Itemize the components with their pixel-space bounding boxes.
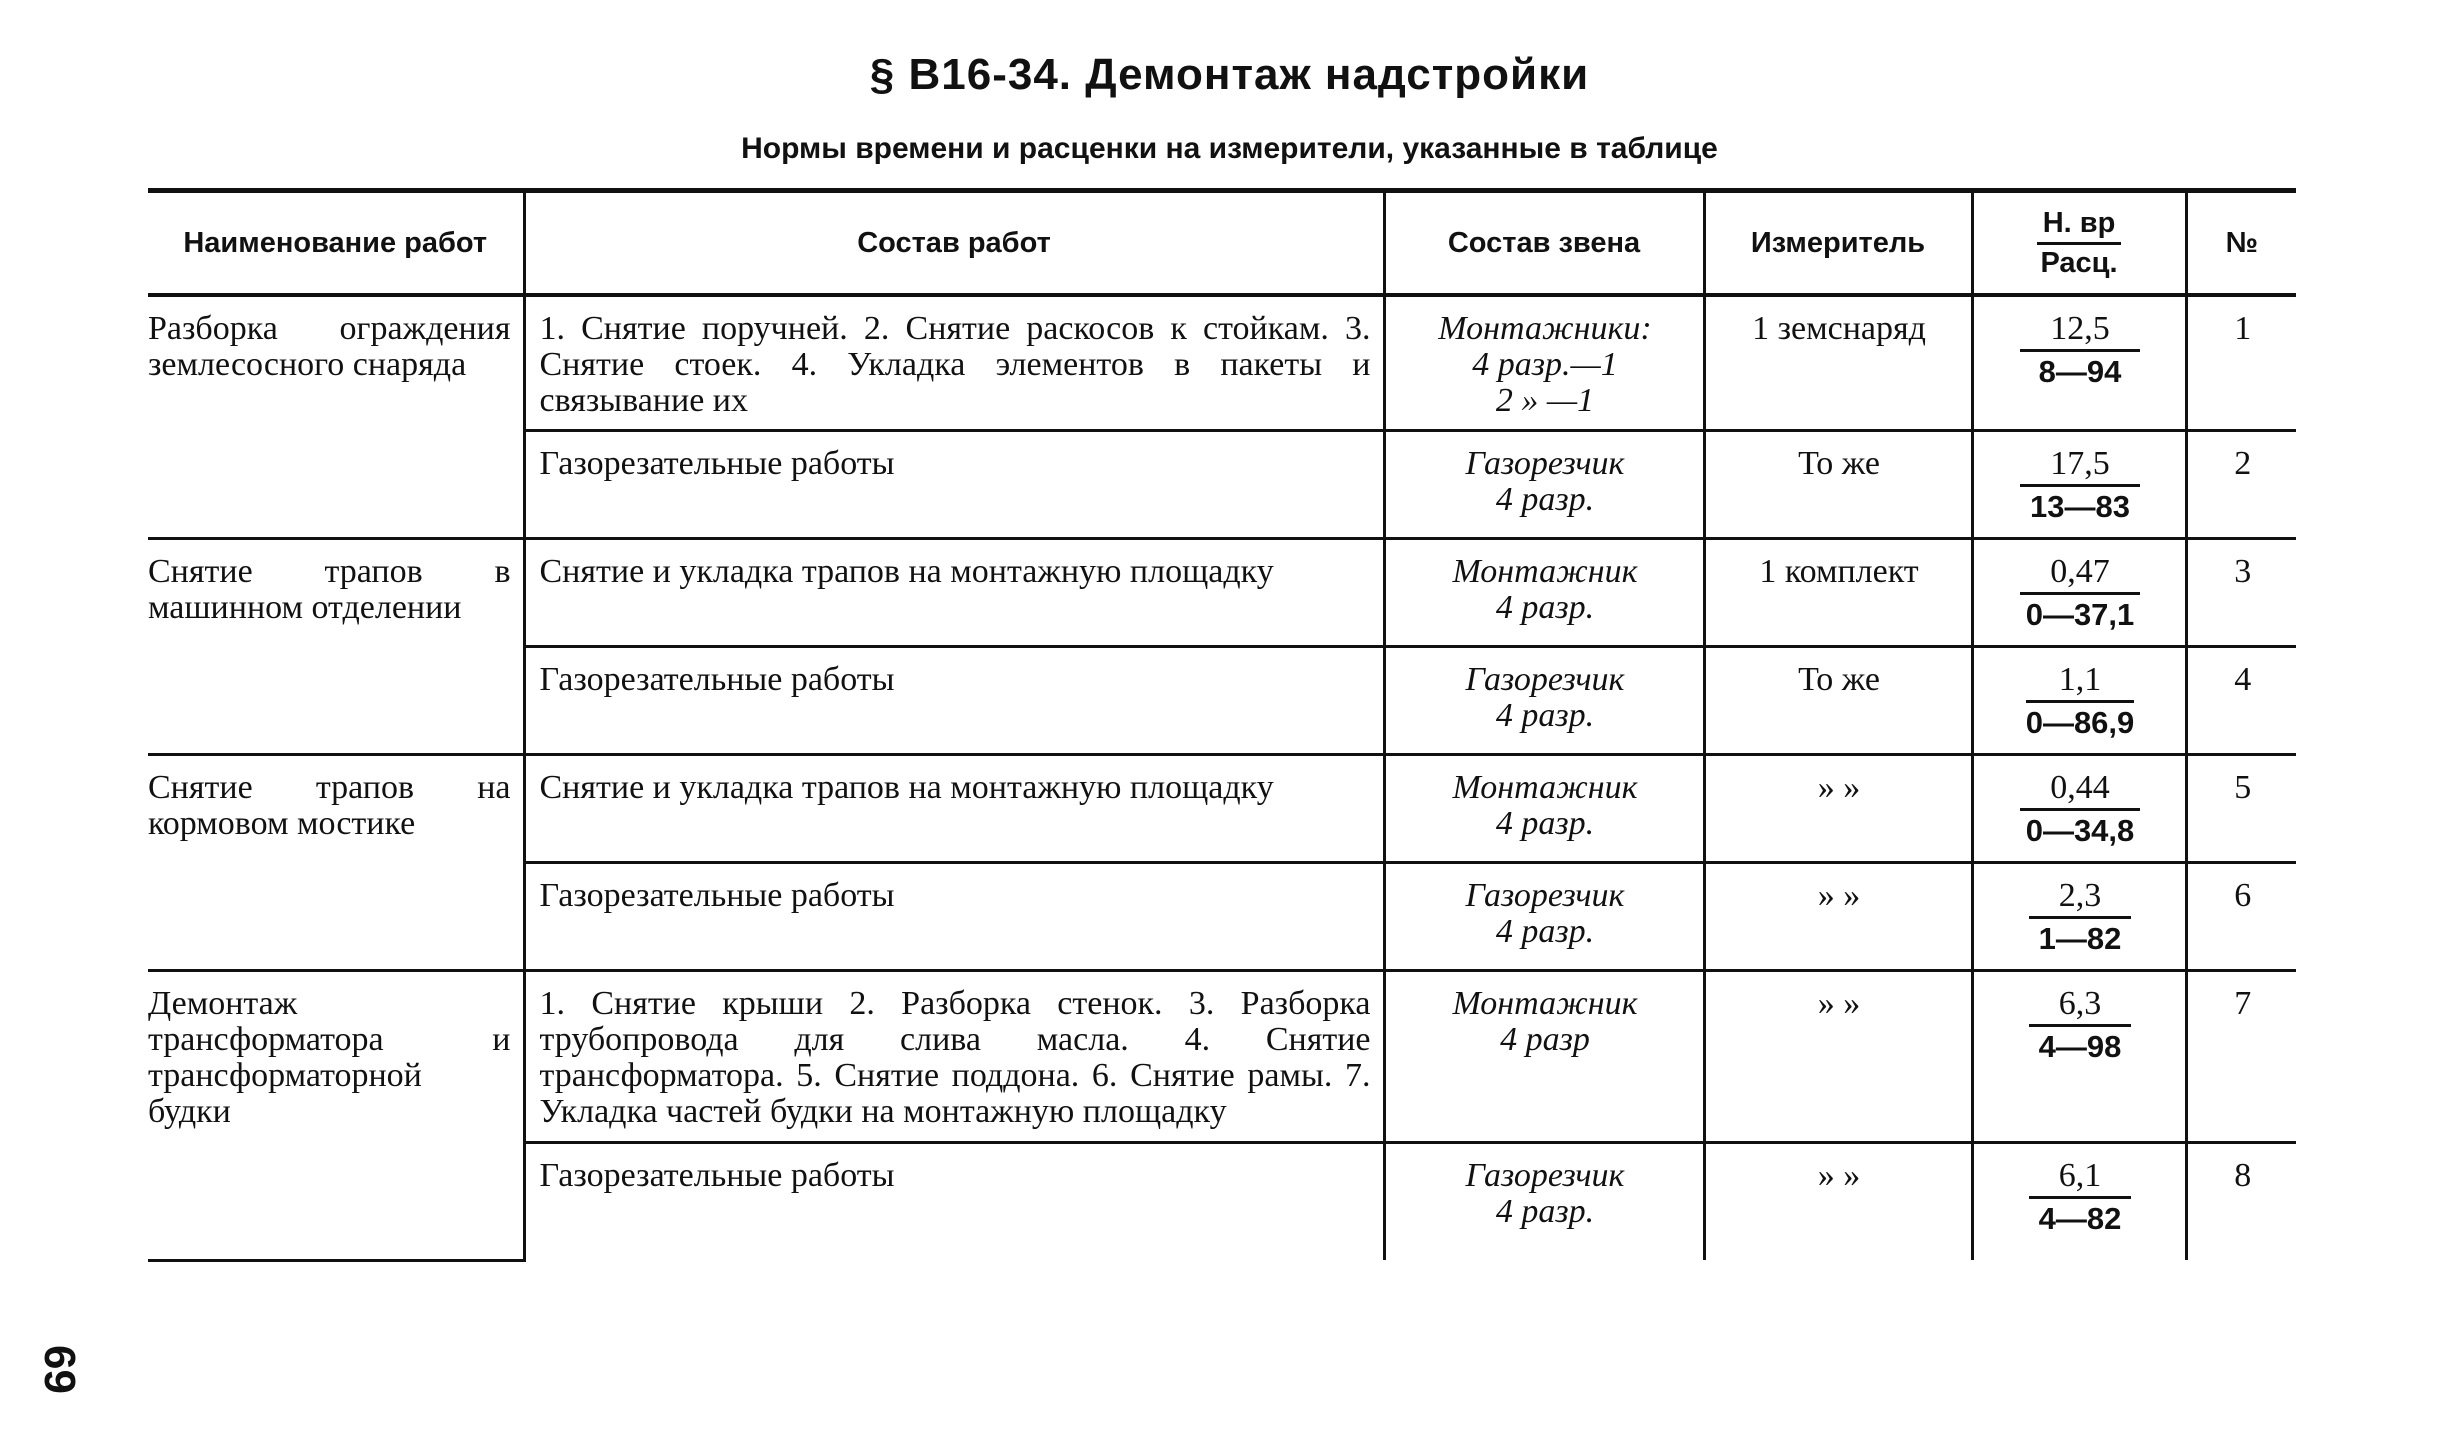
time-norm: 0,44	[2020, 770, 2140, 811]
unit-measure: 1 земснаряд	[1704, 295, 1972, 430]
work-composition: Газорезательные работы	[524, 1142, 1384, 1260]
rate-cell	[1972, 538, 2186, 646]
price: 0—37,1	[2025, 596, 2135, 632]
work-name: Снятие трапов на кормовом мостике	[148, 754, 524, 970]
crew-composition: Газорезчик 4 разр.	[1384, 646, 1704, 754]
row-number: 6	[2186, 862, 2296, 970]
price: 4—98	[2038, 1028, 2122, 1064]
header-name: Наименование работ	[148, 191, 524, 296]
row-number: 7	[2186, 970, 2296, 1142]
row-number: 5	[2186, 754, 2296, 862]
work-composition: Газорезательные работы	[524, 646, 1384, 754]
price: 4—82	[2038, 1200, 2122, 1236]
unit-measure: » »	[1704, 754, 1972, 862]
work-composition: 1. Снятие крыши 2. Разборка стенок. 3. Разборка трубопровода для слива масла. 4. Снятие трансформатора. 5. Снятие поддона. 6. Снятие рамы. 7. Укладка частей будки на монтажную площадку	[524, 970, 1384, 1142]
crew-composition: Газорезчик 4 разр.	[1384, 862, 1704, 970]
price: 13—83	[2030, 488, 2130, 524]
work-name: Демонтаж трансформатора и трансформаторной будки	[148, 970, 524, 1260]
rate-cell	[1972, 1142, 2186, 1260]
unit-measure: » »	[1704, 970, 1972, 1142]
work-name: Разборка ограждения землесосного снаряда	[148, 295, 524, 538]
row-number: 8	[2186, 1142, 2296, 1260]
work-composition: 1. Снятие поручней. 2. Снятие раскосов к стойкам. 3. Снятие стоек. 4. Укладка элементов в пакеты и связывание их	[524, 295, 1384, 430]
time-norm: 17,5	[2020, 446, 2140, 487]
table-subtitle: Нормы времени и расценки на измерители, указанные в таблице	[741, 132, 1718, 165]
table-row	[148, 538, 2296, 646]
crew-composition: Газорезчик 4 разр.	[1384, 430, 1704, 538]
rate-cell	[1972, 862, 2186, 970]
header-crew: Состав звена	[1384, 191, 1704, 296]
header-price: Расц.	[2040, 246, 2118, 279]
rate-cell	[1972, 646, 2186, 754]
crew-composition: Газорезчик 4 разр.	[1384, 1142, 1704, 1260]
price: 8—94	[2038, 354, 2122, 389]
table-header-row	[148, 191, 2296, 296]
table-row	[148, 754, 2296, 862]
row-number: 2	[2186, 430, 2296, 538]
header-rate	[1972, 191, 2186, 296]
rate-cell	[1972, 295, 2186, 430]
unit-measure: То же	[1704, 646, 1972, 754]
crew-composition: Монтажник 4 разр	[1384, 970, 1704, 1142]
unit-measure: То же	[1704, 430, 1972, 538]
unit-measure: » »	[1704, 1142, 1972, 1260]
norms-table	[148, 188, 2296, 1262]
crew-composition: Монтажник 4 разр.	[1384, 754, 1704, 862]
work-composition: Снятие и укладка трапов на монтажную площадку	[524, 538, 1384, 646]
crew-composition: Монтажники: 4 разр.—1 2 » —1	[1384, 295, 1704, 430]
row-number: 3	[2186, 538, 2296, 646]
time-norm: 6,1	[2029, 1158, 2132, 1199]
price: 0—86,9	[2025, 704, 2135, 740]
crew-composition: Монтажник 4 разр.	[1384, 538, 1704, 646]
unit-measure: » »	[1704, 862, 1972, 970]
time-norm: 0,47	[2020, 554, 2140, 595]
work-composition: Газорезательные работы	[524, 862, 1384, 970]
section-title: § В16-34. Демонтаж надстройки	[869, 50, 1590, 99]
row-number: 4	[2186, 646, 2296, 754]
rate-cell	[1972, 970, 2186, 1142]
time-norm: 12,5	[2020, 311, 2140, 352]
row-number: 1	[2186, 295, 2296, 430]
work-composition: Снятие и укладка трапов на монтажную площадку	[524, 754, 1384, 862]
rate-cell	[1972, 430, 2186, 538]
header-composition: Состав работ	[524, 191, 1384, 296]
header-time-norm: Н. вр	[2037, 207, 2122, 245]
unit-measure: 1 комплект	[1704, 538, 1972, 646]
time-norm: 2,3	[2029, 878, 2132, 919]
rate-cell	[1972, 754, 2186, 862]
work-composition: Газорезательные работы	[524, 430, 1384, 538]
price: 1—82	[2038, 920, 2122, 956]
price: 0—34,8	[2025, 812, 2135, 848]
table-row	[148, 295, 2296, 430]
header-number: №	[2186, 191, 2296, 296]
work-name: Снятие трапов в машинном отделении	[148, 538, 524, 754]
time-norm: 6,3	[2029, 986, 2132, 1027]
time-norm: 1,1	[2026, 662, 2135, 703]
table-row	[148, 970, 2296, 1142]
header-unit: Измеритель	[1704, 191, 1972, 296]
page-number: 69	[35, 1345, 84, 1394]
